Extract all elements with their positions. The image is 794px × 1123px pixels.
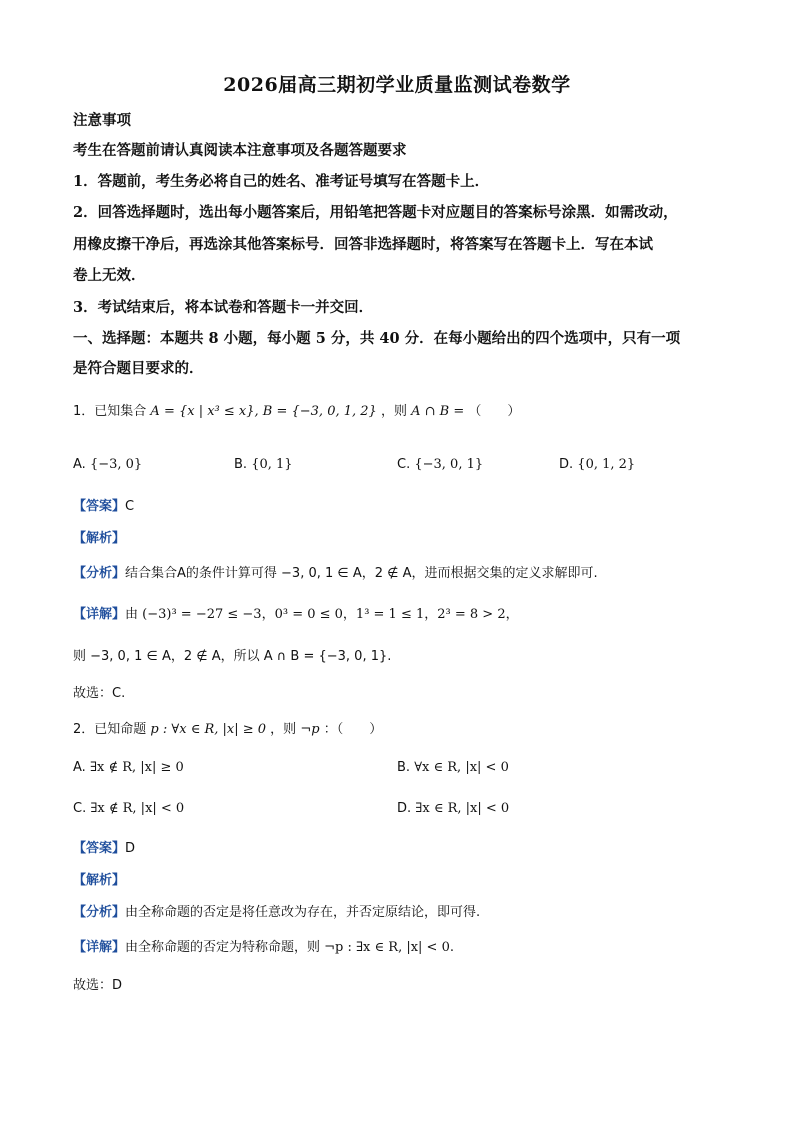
xiangjie-text: 由全称命题的否定为特称命题，则 ¬p : ∃x ∈ R, |x| < 0. — [125, 940, 454, 955]
q1-stem — [73, 400, 723, 419]
option-text: {−3, 0, 1} — [414, 457, 484, 472]
answer-tag: 【答案】 — [73, 841, 126, 856]
option-label: D. — [397, 801, 412, 816]
option-label: A. — [73, 457, 86, 472]
option-text: ∃x ∉ R, |x| ≥ 0 — [89, 760, 184, 775]
fenxi-tag: 【分析】 — [73, 905, 126, 920]
q2-stem-math: p : ∀x ∈ R, |x| ≥ 0 — [150, 722, 267, 737]
q2-answer — [73, 837, 723, 856]
q2-stem-mid: ，则 — [270, 722, 297, 737]
option-text: {0, 1, 2} — [577, 457, 636, 472]
q2-option-c — [73, 801, 184, 816]
notice-item-1: 1．答题前，考生务必将自己的姓名、准考证号填写在答题卡上． — [73, 173, 490, 190]
option-label: B. — [397, 760, 411, 775]
notice-item-3: 3．考试结束后，将本试卷和答题卡一并交回． — [73, 299, 374, 316]
notice-item-2-line-3: 卷上无效． — [73, 267, 146, 284]
notice-heading: 注意事项 — [73, 112, 131, 129]
option-text: {−3, 0} — [89, 457, 143, 472]
page-title: 2026届高三期初学业质量监测试卷数学 — [223, 74, 571, 96]
analysis-tag: 【解析】 — [73, 873, 126, 888]
fenxi-text: 由全称命题的否定是将任意改为存在，并否定原结论，即可得. — [125, 905, 481, 920]
q1-stem-math: A = {x | x³ ≤ x}, B = {−3, 0, 1, 2} — [150, 404, 377, 419]
xiangjie-tag: 【详解】 — [73, 940, 126, 955]
q2-stem-prefix: 2．已知命题 — [73, 722, 147, 737]
option-label: B. — [234, 457, 248, 472]
q2-stem-suffix: ：（ ） — [323, 722, 383, 737]
option-label: C. — [73, 801, 87, 816]
option-label: A. — [73, 760, 86, 775]
q2-stem — [73, 718, 723, 737]
q2-choice: 故选：D — [73, 978, 123, 993]
q2-stem-math2: ¬p — [300, 722, 320, 737]
q2-fenxi — [73, 901, 723, 920]
q2-analysis-tag — [73, 869, 723, 888]
notice-item-2-line-1: 2．回答选择题时，选出每小题答案后，用铅笔把答题卡对应题目的答案标号涂黑．如需改动， — [73, 204, 678, 221]
q1-answer — [73, 495, 723, 514]
notice-intro: 考生在答题前请认真阅读本注意事项及各题答题要求 — [73, 142, 407, 159]
q1-option-d — [559, 457, 635, 472]
xiangjie-tag: 【详解】 — [73, 607, 126, 622]
q1-stem-suffix: （ ） — [468, 404, 521, 419]
answer-value: D — [125, 841, 136, 856]
q2-option-b — [397, 760, 509, 775]
answer-tag: 【答案】 — [73, 499, 126, 514]
option-text: {0, 1} — [251, 457, 293, 472]
option-label: D. — [559, 457, 574, 472]
q1-option-a — [73, 457, 142, 472]
option-text: ∀x ∈ R, |x| < 0 — [414, 760, 509, 775]
q1-fenxi — [73, 562, 723, 581]
q1-option-c — [397, 457, 483, 472]
option-label: C. — [397, 457, 411, 472]
option-text: ∃x ∈ R, |x| < 0 — [415, 801, 510, 816]
q1-stem-mid: ，则 — [380, 404, 407, 419]
notice-item-2-line-2: 用橡皮擦干净后，再选涂其他答案标号．回答非选择题时，将答案写在答题卡上．写在本试 — [73, 236, 653, 253]
q2-xiangjie — [73, 936, 723, 955]
q1-xiangjie — [73, 603, 723, 622]
fenxi-text: 结合集合A的条件计算可得 −3, 0, 1 ∈ A，2 ∉ A，进而根据交集的定义求解即可. — [125, 566, 598, 581]
section-heading-line-2: 是符合题目要求的． — [73, 360, 204, 377]
q1-xiangjie-line-2: 则 −3, 0, 1 ∈ A，2 ∉ A，所以 A ∩ B = {−3, 0, 1}. — [73, 649, 392, 664]
q1-option-b — [234, 457, 293, 472]
xiangjie-text: 由 (−3)³ = −27 ≤ −3，0³ = 0 ≤ 0，1³ = 1 ≤ 1，2³ = 8 > 2， — [125, 607, 519, 622]
q2-option-d — [397, 801, 509, 816]
q1-stem-math2: A ∩ B = — [411, 404, 465, 419]
answer-value: C — [125, 499, 135, 514]
fenxi-tag: 【分析】 — [73, 566, 126, 581]
q1-analysis-tag — [73, 527, 723, 546]
q2-option-a — [73, 760, 184, 775]
q1-stem-prefix: 1．已知集合 — [73, 404, 147, 419]
q1-choice: 故选：C. — [73, 686, 126, 701]
option-text: ∃x ∉ R, |x| < 0 — [90, 801, 185, 816]
analysis-tag: 【解析】 — [73, 531, 126, 546]
section-heading-line-1: 一、选择题：本题共 8 小题，每小题 5 分，共 40 分．在每小题给出的四个选项中，只有一项 — [73, 330, 681, 347]
